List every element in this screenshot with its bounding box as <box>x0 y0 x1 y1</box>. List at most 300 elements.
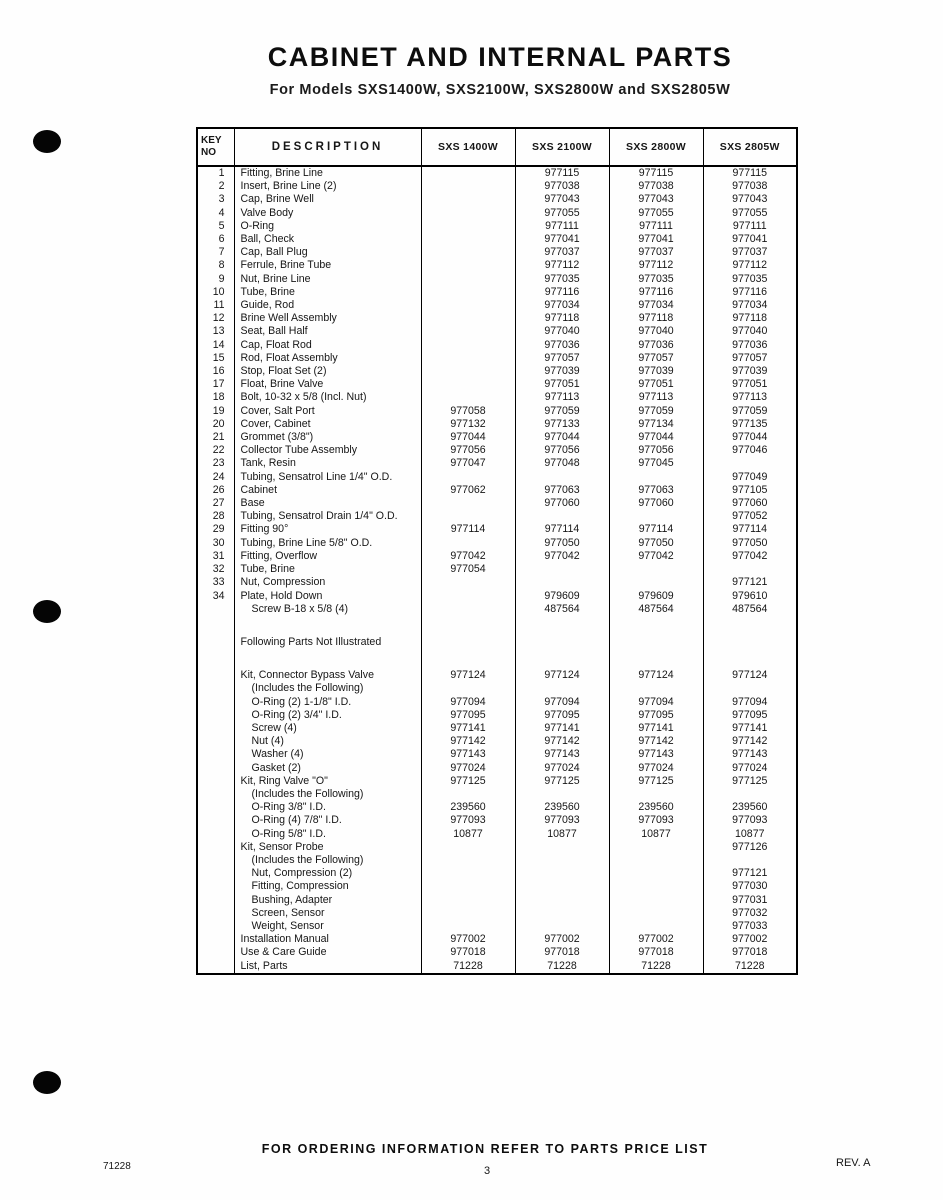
part-number-cell-sxs-2800w <box>609 788 703 801</box>
description-cell: Cover, Salt Port <box>234 405 421 418</box>
part-number-cell-sxs-1400w <box>421 352 515 365</box>
part-number-cell-sxs-1400w <box>421 920 515 933</box>
part-number-cell-sxs-2100w <box>515 788 609 801</box>
part-number-cell-sxs-1400w <box>421 867 515 880</box>
key-no-cell: 16 <box>197 365 234 378</box>
part-number-cell-sxs-1400w <box>421 880 515 893</box>
part-number-cell-sxs-2800w: 977044 <box>609 431 703 444</box>
part-number-cell-sxs-2100w: 977051 <box>515 378 609 391</box>
part-number-cell-sxs-2100w: 977142 <box>515 735 609 748</box>
description-cell <box>234 616 421 636</box>
part-number-cell-sxs-2100w: 977143 <box>515 748 609 761</box>
part-number-cell-sxs-1400w <box>421 841 515 854</box>
description-cell: Tubing, Sensatrol Drain 1/4" O.D. <box>234 510 421 523</box>
part-number-cell-sxs-2805w: 977041 <box>703 233 797 246</box>
part-number-cell-sxs-2100w: 977044 <box>515 431 609 444</box>
description-cell: Tubing, Brine Line 5/8" O.D. <box>234 537 421 550</box>
part-number-cell-sxs-1400w <box>421 788 515 801</box>
parts-row <box>197 682 797 695</box>
part-number-cell-sxs-2800w: 977060 <box>609 497 703 510</box>
description-cell: O-Ring (2) 3/4" I.D. <box>234 709 421 722</box>
part-number-cell-sxs-2100w: 977055 <box>515 207 609 220</box>
parts-row <box>197 471 797 484</box>
key-no-cell: 12 <box>197 312 234 325</box>
part-number-cell-sxs-2800w: 977142 <box>609 735 703 748</box>
part-number-cell-sxs-2800w: 977094 <box>609 696 703 709</box>
part-number-cell-sxs-1400w <box>421 590 515 603</box>
part-number-cell-sxs-2100w: 977063 <box>515 484 609 497</box>
page-title: CABINET AND INTERNAL PARTS <box>267 42 733 72</box>
description-cell: Screw (4) <box>234 722 421 735</box>
part-number-cell-sxs-2805w: 977094 <box>703 696 797 709</box>
part-number-cell-sxs-2805w: 977135 <box>703 418 797 431</box>
parts-row <box>197 325 797 338</box>
key-no-cell: 14 <box>197 339 234 352</box>
part-number-cell-sxs-1400w <box>421 649 515 669</box>
part-number-cell-sxs-2100w: 977002 <box>515 933 609 946</box>
part-number-cell-sxs-2100w: 977048 <box>515 457 609 470</box>
key-no-cell <box>197 867 234 880</box>
parts-row <box>197 273 797 286</box>
description-cell: O-Ring 3/8" I.D. <box>234 801 421 814</box>
header-key-line2: NO <box>201 147 216 158</box>
parts-row <box>197 378 797 391</box>
parts-row <box>197 590 797 603</box>
part-number-cell-sxs-2100w <box>515 563 609 576</box>
part-number-cell-sxs-2805w: 977125 <box>703 775 797 788</box>
part-number-cell-sxs-2805w: 977033 <box>703 920 797 933</box>
part-number-cell-sxs-2100w: 977050 <box>515 537 609 550</box>
part-number-cell-sxs-2800w: 979609 <box>609 590 703 603</box>
part-number-cell-sxs-1400w <box>421 193 515 206</box>
part-number-cell-sxs-1400w: 977044 <box>421 431 515 444</box>
description-cell: Weight, Sensor <box>234 920 421 933</box>
key-no-cell <box>197 854 234 867</box>
part-number-cell-sxs-2800w <box>609 907 703 920</box>
key-no-cell: 22 <box>197 444 234 457</box>
parts-row <box>197 828 797 841</box>
part-number-cell-sxs-1400w <box>421 378 515 391</box>
part-number-cell-sxs-2805w <box>703 636 797 649</box>
key-no-cell: 8 <box>197 259 234 272</box>
part-number-cell-sxs-2805w: 71228 <box>703 960 797 974</box>
part-number-cell-sxs-2800w <box>609 563 703 576</box>
description-cell: Gasket (2) <box>234 762 421 775</box>
part-number-cell-sxs-1400w <box>421 166 515 180</box>
part-number-cell-sxs-2805w: 977142 <box>703 735 797 748</box>
part-number-cell-sxs-2800w <box>609 616 703 636</box>
parts-row <box>197 166 797 180</box>
part-number-cell-sxs-2100w: 977056 <box>515 444 609 457</box>
part-number-cell-sxs-2100w: 487564 <box>515 603 609 616</box>
part-number-cell-sxs-2805w: 977057 <box>703 352 797 365</box>
part-number-cell-sxs-2800w: 977045 <box>609 457 703 470</box>
part-number-cell-sxs-2100w: 977125 <box>515 775 609 788</box>
part-number-cell-sxs-2100w <box>515 907 609 920</box>
key-no-cell <box>197 735 234 748</box>
part-number-cell-sxs-2805w: 977112 <box>703 259 797 272</box>
part-number-cell-sxs-1400w: 977114 <box>421 523 515 536</box>
part-number-cell-sxs-2100w: 71228 <box>515 960 609 974</box>
description-cell: Ball, Check <box>234 233 421 246</box>
part-number-cell-sxs-2805w <box>703 682 797 695</box>
part-number-cell-sxs-1400w: 977062 <box>421 484 515 497</box>
part-number-cell-sxs-2805w <box>703 854 797 867</box>
part-number-cell-sxs-2800w: 977043 <box>609 193 703 206</box>
key-no-cell: 18 <box>197 391 234 404</box>
parts-row <box>197 497 797 510</box>
part-number-cell-sxs-2800w <box>609 920 703 933</box>
hole-punch-mark <box>33 130 61 153</box>
key-no-cell: 27 <box>197 497 234 510</box>
part-number-cell-sxs-1400w <box>421 299 515 312</box>
parts-row <box>197 365 797 378</box>
key-no-cell: 5 <box>197 220 234 233</box>
parts-row <box>197 352 797 365</box>
description-cell: Tank, Resin <box>234 457 421 470</box>
spacer-row <box>197 616 797 636</box>
part-number-cell-sxs-2805w: 977113 <box>703 391 797 404</box>
parts-row <box>197 907 797 920</box>
page-subtitle: For Models SXS1400W, SXS2100W, SXS2800W and SXS2805W <box>269 82 731 98</box>
part-number-cell-sxs-2800w <box>609 854 703 867</box>
key-no-cell <box>197 775 234 788</box>
part-number-cell-sxs-2800w: 977057 <box>609 352 703 365</box>
part-number-cell-sxs-2800w: 977038 <box>609 180 703 193</box>
parts-row <box>197 246 797 259</box>
key-no-cell <box>197 907 234 920</box>
parts-row <box>197 946 797 959</box>
part-number-cell-sxs-2805w: 977126 <box>703 841 797 854</box>
part-number-cell-sxs-1400w <box>421 391 515 404</box>
part-number-cell-sxs-1400w: 977042 <box>421 550 515 563</box>
parts-row <box>197 233 797 246</box>
parts-row <box>197 286 797 299</box>
parts-row <box>197 312 797 325</box>
part-number-cell-sxs-2100w <box>515 649 609 669</box>
part-number-cell-sxs-2805w: 977141 <box>703 722 797 735</box>
part-number-cell-sxs-2800w: 977115 <box>609 166 703 180</box>
part-number-cell-sxs-1400w <box>421 339 515 352</box>
key-no-cell: 7 <box>197 246 234 259</box>
key-no-cell <box>197 649 234 669</box>
part-number-cell-sxs-2800w: 977093 <box>609 814 703 827</box>
part-number-cell-sxs-2805w: 977143 <box>703 748 797 761</box>
description-cell: Nut, Compression (2) <box>234 867 421 880</box>
parts-row <box>197 603 797 616</box>
part-number-cell-sxs-2800w: 977059 <box>609 405 703 418</box>
part-number-cell-sxs-2800w: 977055 <box>609 207 703 220</box>
description-cell <box>234 649 421 669</box>
part-number-cell-sxs-1400w <box>421 854 515 867</box>
part-number-cell-sxs-1400w <box>421 273 515 286</box>
key-no-cell: 21 <box>197 431 234 444</box>
part-number-cell-sxs-2800w: 977125 <box>609 775 703 788</box>
part-number-cell-sxs-2805w <box>703 616 797 636</box>
part-number-cell-sxs-1400w <box>421 207 515 220</box>
description-cell: (Includes the Following) <box>234 854 421 867</box>
key-no-cell: 32 <box>197 563 234 576</box>
part-number-cell-sxs-2800w: 977036 <box>609 339 703 352</box>
part-number-cell-sxs-2800w: 977143 <box>609 748 703 761</box>
parts-row <box>197 259 797 272</box>
part-number-cell-sxs-2100w <box>515 894 609 907</box>
parts-table-body <box>197 166 797 974</box>
part-number-cell-sxs-1400w <box>421 907 515 920</box>
key-no-cell: 11 <box>197 299 234 312</box>
part-number-cell-sxs-2805w: 977049 <box>703 471 797 484</box>
spacer-row <box>197 649 797 669</box>
part-number-cell-sxs-2100w <box>515 576 609 589</box>
parts-row <box>197 867 797 880</box>
parts-row <box>197 894 797 907</box>
key-no-cell: 26 <box>197 484 234 497</box>
part-number-cell-sxs-2800w <box>609 841 703 854</box>
key-no-cell: 15 <box>197 352 234 365</box>
key-no-cell <box>197 920 234 933</box>
description-cell: Fitting 90° <box>234 523 421 536</box>
part-number-cell-sxs-2800w: 977095 <box>609 709 703 722</box>
part-number-cell-sxs-2800w: 977112 <box>609 259 703 272</box>
parts-row <box>197 418 797 431</box>
ordering-note: FOR ORDERING INFORMATION REFER TO PARTS PRICE LIST <box>261 1142 709 1156</box>
part-number-cell-sxs-2805w: 487564 <box>703 603 797 616</box>
part-number-cell-sxs-2805w: 977043 <box>703 193 797 206</box>
description-cell: Screw B-18 x 5/8 (4) <box>234 603 421 616</box>
part-number-cell-sxs-2100w: 977034 <box>515 299 609 312</box>
description-cell: Screen, Sensor <box>234 907 421 920</box>
part-number-cell-sxs-2800w: 977114 <box>609 523 703 536</box>
part-number-cell-sxs-2805w: 977059 <box>703 405 797 418</box>
part-number-cell-sxs-1400w <box>421 497 515 510</box>
part-number-cell-sxs-2100w: 977114 <box>515 523 609 536</box>
part-number-cell-sxs-2100w: 977042 <box>515 550 609 563</box>
part-number-cell-sxs-1400w <box>421 616 515 636</box>
part-number-cell-sxs-2805w: 977030 <box>703 880 797 893</box>
description-cell: O-Ring (4) 7/8" I.D. <box>234 814 421 827</box>
description-cell: Tube, Brine <box>234 563 421 576</box>
part-number-cell-sxs-2805w: 977050 <box>703 537 797 550</box>
revision-label: REV. A <box>836 1157 871 1169</box>
part-number-cell-sxs-2100w: 979609 <box>515 590 609 603</box>
key-no-cell <box>197 616 234 636</box>
section-note-row <box>197 636 797 649</box>
description-cell: Seat, Ball Half <box>234 325 421 338</box>
description-cell: Bolt, 10-32 x 5/8 (Incl. Nut) <box>234 391 421 404</box>
key-no-cell: 24 <box>197 471 234 484</box>
part-number-cell-sxs-1400w: 977141 <box>421 722 515 735</box>
header-model-sxs1400w: SXS 1400W <box>421 128 515 166</box>
parts-row <box>197 933 797 946</box>
key-no-cell <box>197 960 234 974</box>
parts-row <box>197 788 797 801</box>
part-number-cell-sxs-2100w: 977057 <box>515 352 609 365</box>
part-number-cell-sxs-1400w <box>421 286 515 299</box>
key-no-cell <box>197 788 234 801</box>
part-number-cell-sxs-2800w: 977124 <box>609 669 703 682</box>
key-no-cell <box>197 828 234 841</box>
key-no-cell: 20 <box>197 418 234 431</box>
part-number-cell-sxs-2805w: 977002 <box>703 933 797 946</box>
description-cell: Kit, Ring Valve "O" <box>234 775 421 788</box>
description-cell: Tubing, Sensatrol Line 1/4" O.D. <box>234 471 421 484</box>
part-number-cell-sxs-2800w: 977134 <box>609 418 703 431</box>
part-number-cell-sxs-1400w <box>421 325 515 338</box>
part-number-cell-sxs-1400w <box>421 576 515 589</box>
part-number-cell-sxs-2100w: 10877 <box>515 828 609 841</box>
part-number-cell-sxs-2800w: 977113 <box>609 391 703 404</box>
key-no-cell: 29 <box>197 523 234 536</box>
part-number-cell-sxs-2805w: 977121 <box>703 867 797 880</box>
part-number-cell-sxs-2800w: 977037 <box>609 246 703 259</box>
part-number-cell-sxs-2805w: 977035 <box>703 273 797 286</box>
part-number-cell-sxs-2100w: 977141 <box>515 722 609 735</box>
key-no-cell: 6 <box>197 233 234 246</box>
part-number-cell-sxs-2805w: 239560 <box>703 801 797 814</box>
parts-row <box>197 299 797 312</box>
parts-row <box>197 801 797 814</box>
header-model-sxs2805w: SXS 2805W <box>703 128 797 166</box>
part-number-cell-sxs-2100w <box>515 616 609 636</box>
part-number-cell-sxs-2805w <box>703 457 797 470</box>
key-no-cell: 33 <box>197 576 234 589</box>
part-number-cell-sxs-2800w: 977039 <box>609 365 703 378</box>
part-number-cell-sxs-2100w: 977035 <box>515 273 609 286</box>
part-number-cell-sxs-2100w: 977041 <box>515 233 609 246</box>
part-number-cell-sxs-2805w: 10877 <box>703 828 797 841</box>
part-number-cell-sxs-2800w: 239560 <box>609 801 703 814</box>
key-no-cell: 13 <box>197 325 234 338</box>
part-number-cell-sxs-2805w <box>703 788 797 801</box>
parts-row <box>197 523 797 536</box>
part-number-cell-sxs-2805w: 977115 <box>703 166 797 180</box>
parts-row <box>197 854 797 867</box>
key-no-cell <box>197 603 234 616</box>
part-number-cell-sxs-1400w: 239560 <box>421 801 515 814</box>
parts-row <box>197 510 797 523</box>
key-no-cell <box>197 841 234 854</box>
key-no-cell <box>197 762 234 775</box>
part-number-cell-sxs-2805w: 977093 <box>703 814 797 827</box>
description-cell: Nut (4) <box>234 735 421 748</box>
parts-row <box>197 339 797 352</box>
part-number-cell-sxs-2100w <box>515 841 609 854</box>
description-cell: Guide, Rod <box>234 299 421 312</box>
parts-row <box>197 576 797 589</box>
description-cell: Cap, Ball Plug <box>234 246 421 259</box>
part-number-cell-sxs-2100w: 977036 <box>515 339 609 352</box>
part-number-cell-sxs-2805w: 977024 <box>703 762 797 775</box>
part-number-cell-sxs-1400w: 977124 <box>421 669 515 682</box>
part-number-cell-sxs-2800w <box>609 682 703 695</box>
parts-row <box>197 696 797 709</box>
part-number-cell-sxs-2805w: 977060 <box>703 497 797 510</box>
header-row <box>197 128 797 166</box>
parts-row <box>197 748 797 761</box>
part-number-cell-sxs-1400w: 977047 <box>421 457 515 470</box>
parts-row <box>197 920 797 933</box>
part-number-cell-sxs-1400w: 977095 <box>421 709 515 722</box>
part-number-cell-sxs-2100w: 977116 <box>515 286 609 299</box>
part-number-cell-sxs-1400w <box>421 312 515 325</box>
parts-row <box>197 207 797 220</box>
description-cell: Rod, Float Assembly <box>234 352 421 365</box>
description-cell: Tube, Brine <box>234 286 421 299</box>
part-number-cell-sxs-2800w <box>609 636 703 649</box>
description-cell: Bushing, Adapter <box>234 894 421 907</box>
part-number-cell-sxs-2805w: 977034 <box>703 299 797 312</box>
part-number-cell-sxs-1400w: 977094 <box>421 696 515 709</box>
part-number-cell-sxs-2800w: 10877 <box>609 828 703 841</box>
parts-row <box>197 960 797 974</box>
key-no-cell: 17 <box>197 378 234 391</box>
description-cell: Nut, Compression <box>234 576 421 589</box>
part-number-cell-sxs-1400w <box>421 220 515 233</box>
part-number-cell-sxs-2100w <box>515 854 609 867</box>
part-number-cell-sxs-1400w <box>421 246 515 259</box>
part-number-cell-sxs-2800w: 977141 <box>609 722 703 735</box>
key-no-cell: 9 <box>197 273 234 286</box>
part-number-cell-sxs-2100w <box>515 510 609 523</box>
part-number-cell-sxs-1400w <box>421 682 515 695</box>
part-number-cell-sxs-2800w: 977042 <box>609 550 703 563</box>
part-number-cell-sxs-2100w: 977024 <box>515 762 609 775</box>
part-number-cell-sxs-2805w: 977040 <box>703 325 797 338</box>
part-number-cell-sxs-2100w: 977093 <box>515 814 609 827</box>
key-no-cell <box>197 801 234 814</box>
description-cell: (Includes the Following) <box>234 682 421 695</box>
key-no-cell <box>197 814 234 827</box>
description-cell: Brine Well Assembly <box>234 312 421 325</box>
parts-row <box>197 180 797 193</box>
part-number-cell-sxs-2805w: 977116 <box>703 286 797 299</box>
part-number-cell-sxs-1400w <box>421 233 515 246</box>
part-number-cell-sxs-2805w: 977124 <box>703 669 797 682</box>
part-number-cell-sxs-1400w: 977132 <box>421 418 515 431</box>
part-number-cell-sxs-2100w <box>515 867 609 880</box>
description-cell: Valve Body <box>234 207 421 220</box>
part-number-cell-sxs-2100w: 977111 <box>515 220 609 233</box>
parts-row <box>197 484 797 497</box>
part-number-cell-sxs-2100w <box>515 920 609 933</box>
parts-row <box>197 563 797 576</box>
part-number-cell-sxs-2800w: 977041 <box>609 233 703 246</box>
part-number-cell-sxs-2800w: 71228 <box>609 960 703 974</box>
parts-row <box>197 841 797 854</box>
part-number-cell-sxs-2800w <box>609 471 703 484</box>
parts-row <box>197 709 797 722</box>
part-number-cell-sxs-2100w: 977039 <box>515 365 609 378</box>
part-number-cell-sxs-1400w: 977058 <box>421 405 515 418</box>
part-number-cell-sxs-2100w <box>515 880 609 893</box>
description-cell: O-Ring 5/8" I.D. <box>234 828 421 841</box>
section-note-cell: Following Parts Not Illustrated <box>234 636 421 649</box>
key-no-cell: 3 <box>197 193 234 206</box>
part-number-cell-sxs-2800w: 977111 <box>609 220 703 233</box>
part-number-cell-sxs-1400w <box>421 180 515 193</box>
part-number-cell-sxs-2800w <box>609 880 703 893</box>
part-number-cell-sxs-2800w: 977050 <box>609 537 703 550</box>
description-cell: Cover, Cabinet <box>234 418 421 431</box>
key-no-cell <box>197 880 234 893</box>
part-number-cell-sxs-2805w: 977105 <box>703 484 797 497</box>
part-number-cell-sxs-2100w: 977059 <box>515 405 609 418</box>
part-number-cell-sxs-2800w: 977051 <box>609 378 703 391</box>
parts-row <box>197 193 797 206</box>
hole-punch-mark <box>33 1071 61 1094</box>
part-number-cell-sxs-2100w: 977113 <box>515 391 609 404</box>
key-no-cell <box>197 894 234 907</box>
